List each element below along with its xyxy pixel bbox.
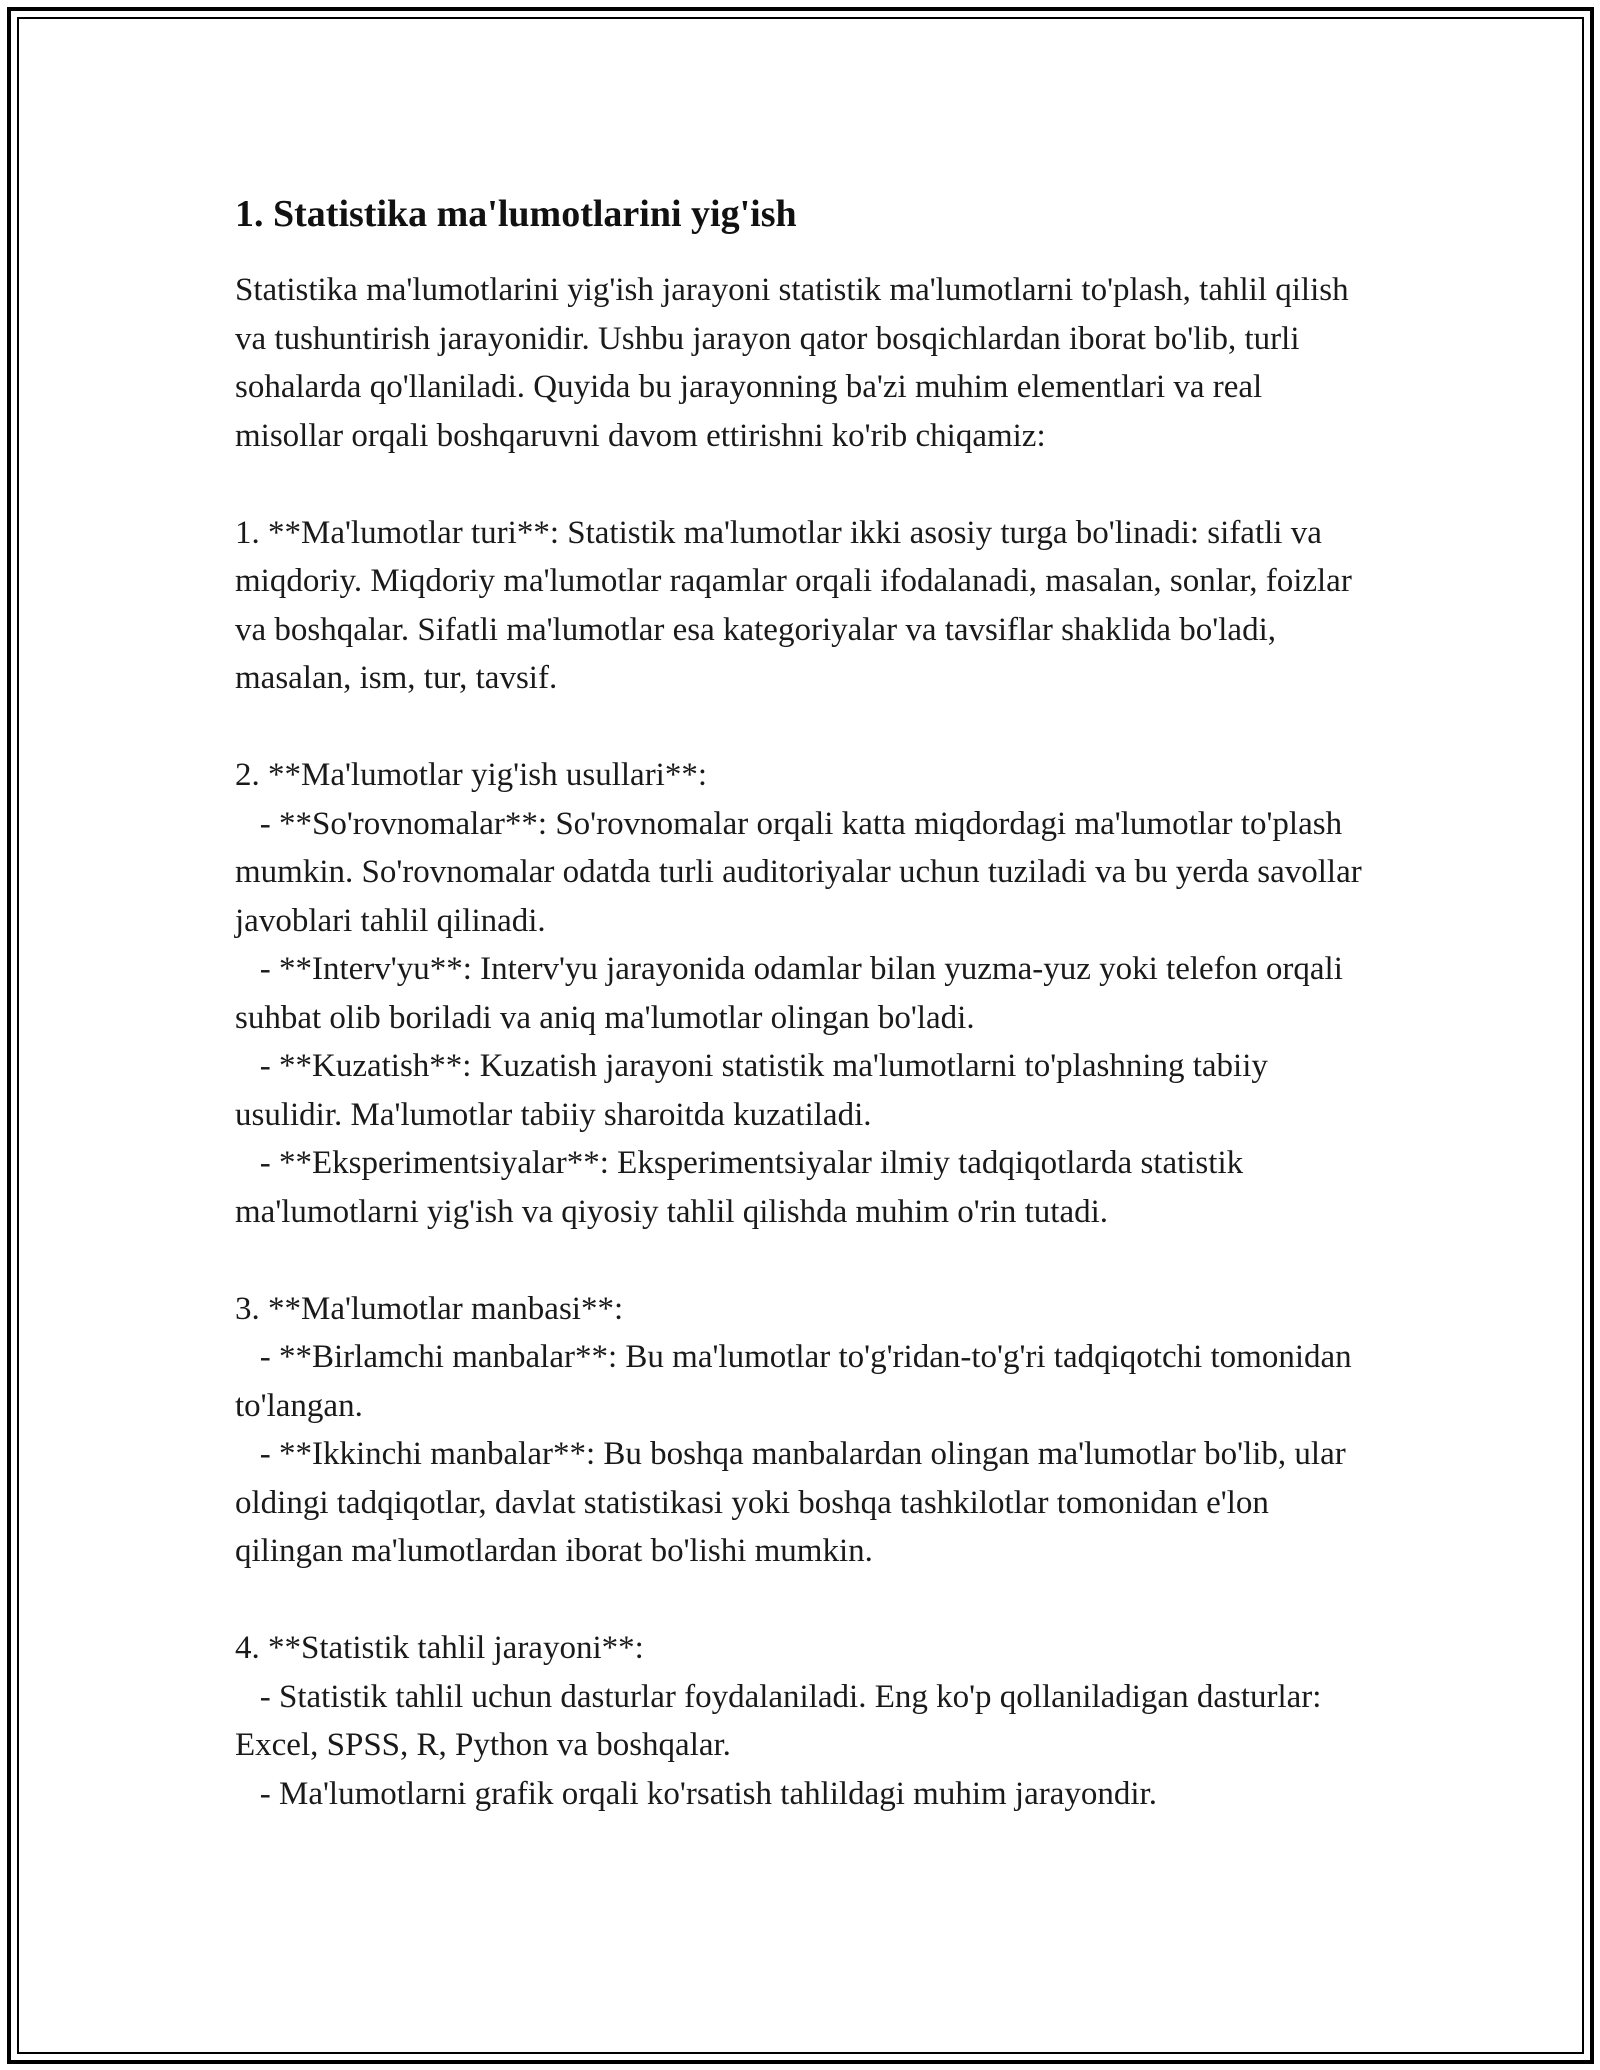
section-data-sources: 3. **Ma'lumotlar manbasi**: - **Birlamchi manbalar**: Bu ma'lumotlar to'g'ridan-to'g'ri tadqiqotchi tomonidan to'langan. - **Ikkinchi manbalar**: Bu boshqa manbalardan olingan ma'lumotlar bo'lib, ular oldingi tadqiqotlar, davlat statistikasi yoki boshqa tashkilotlar tomonidan e'lon qilingan ma'lumotlardan iborat bo'lishi mumkin. [235,1290,1352,1569]
page-title: 1. Statistika ma'lumotlarini yig'ish [235,193,797,235]
document-body [235,186,1375,1818]
section-analysis-process: 4. **Statistik tahlil jarayoni**: - Statistik tahlil uchun dasturlar foydalaniladi. Eng ko'p qollaniladigan dasturlar: Excel, SPSS, R, Python va boshqalar. - Ma'lumotlarni grafik orqali ko'rsatish tahlildagi muhim jarayondir. [235,1630,1322,1812]
section-data-types: 1. **Ma'lumotlar turi**: Statistik ma'lumotlar ikki asosiy turga bo'linadi: sifatli va miqdoriy. Miqdoriy ma'lumotlar raqamlar orqali ifodalanadi, masalan, sonlar, foizlar va boshqalar. Sifatli ma'lumotlar esa kategoriyalar va tavsiflar shaklida bo'ladi, masalan, ism, tur, tavsif. [235,514,1361,696]
intro-paragraph: Statistika ma'lumotlarini yig'ish jarayoni statistik ma'lumotlarni to'plash, tahlil qilish va tushuntirish jarayonidir. Ushbu jarayon qator bosqichlardan iborat bo'lib, turli sohalarda qo'llaniladi. Quyida bu jarayonning ba'zi muhim elementlari va real misollar orqali boshqaruvni davom ettirishni ko'rib chiqamiz: [235,272,1357,454]
section-collection-methods: 2. **Ma'lumotlar yig'ish usullari**: - **So'rovnomalar**: So'rovnomalar orqali katta miqdordagi ma'lumotlar to'plash mumkin. So'rovnomalar odatda turli auditoriyalar uchun tuziladi va bu yerda savollar javoblari tahlil qilinadi. - **Interv'yu**: Interv'yu jarayonida odamlar bilan yuzma-yuz yoki telefon orqali suhbat olib boriladi va aniq ma'lumotlar olingan bo'ladi. - **Kuzatish**: Kuzatish jarayoni statistik ma'lumotlarni to'plashning tabiiy usulidir. Ma'lumotlar tabiiy sharoitda kuzatiladi. - **Eksperimentsiyalar**: Eksperimentsiyalar ilmiy tadqiqotlarda statistik ma'lumotlarni yig'ish va qiyosiy tahlil qilishda muhim o'rin tutadi. [235,757,1362,1230]
